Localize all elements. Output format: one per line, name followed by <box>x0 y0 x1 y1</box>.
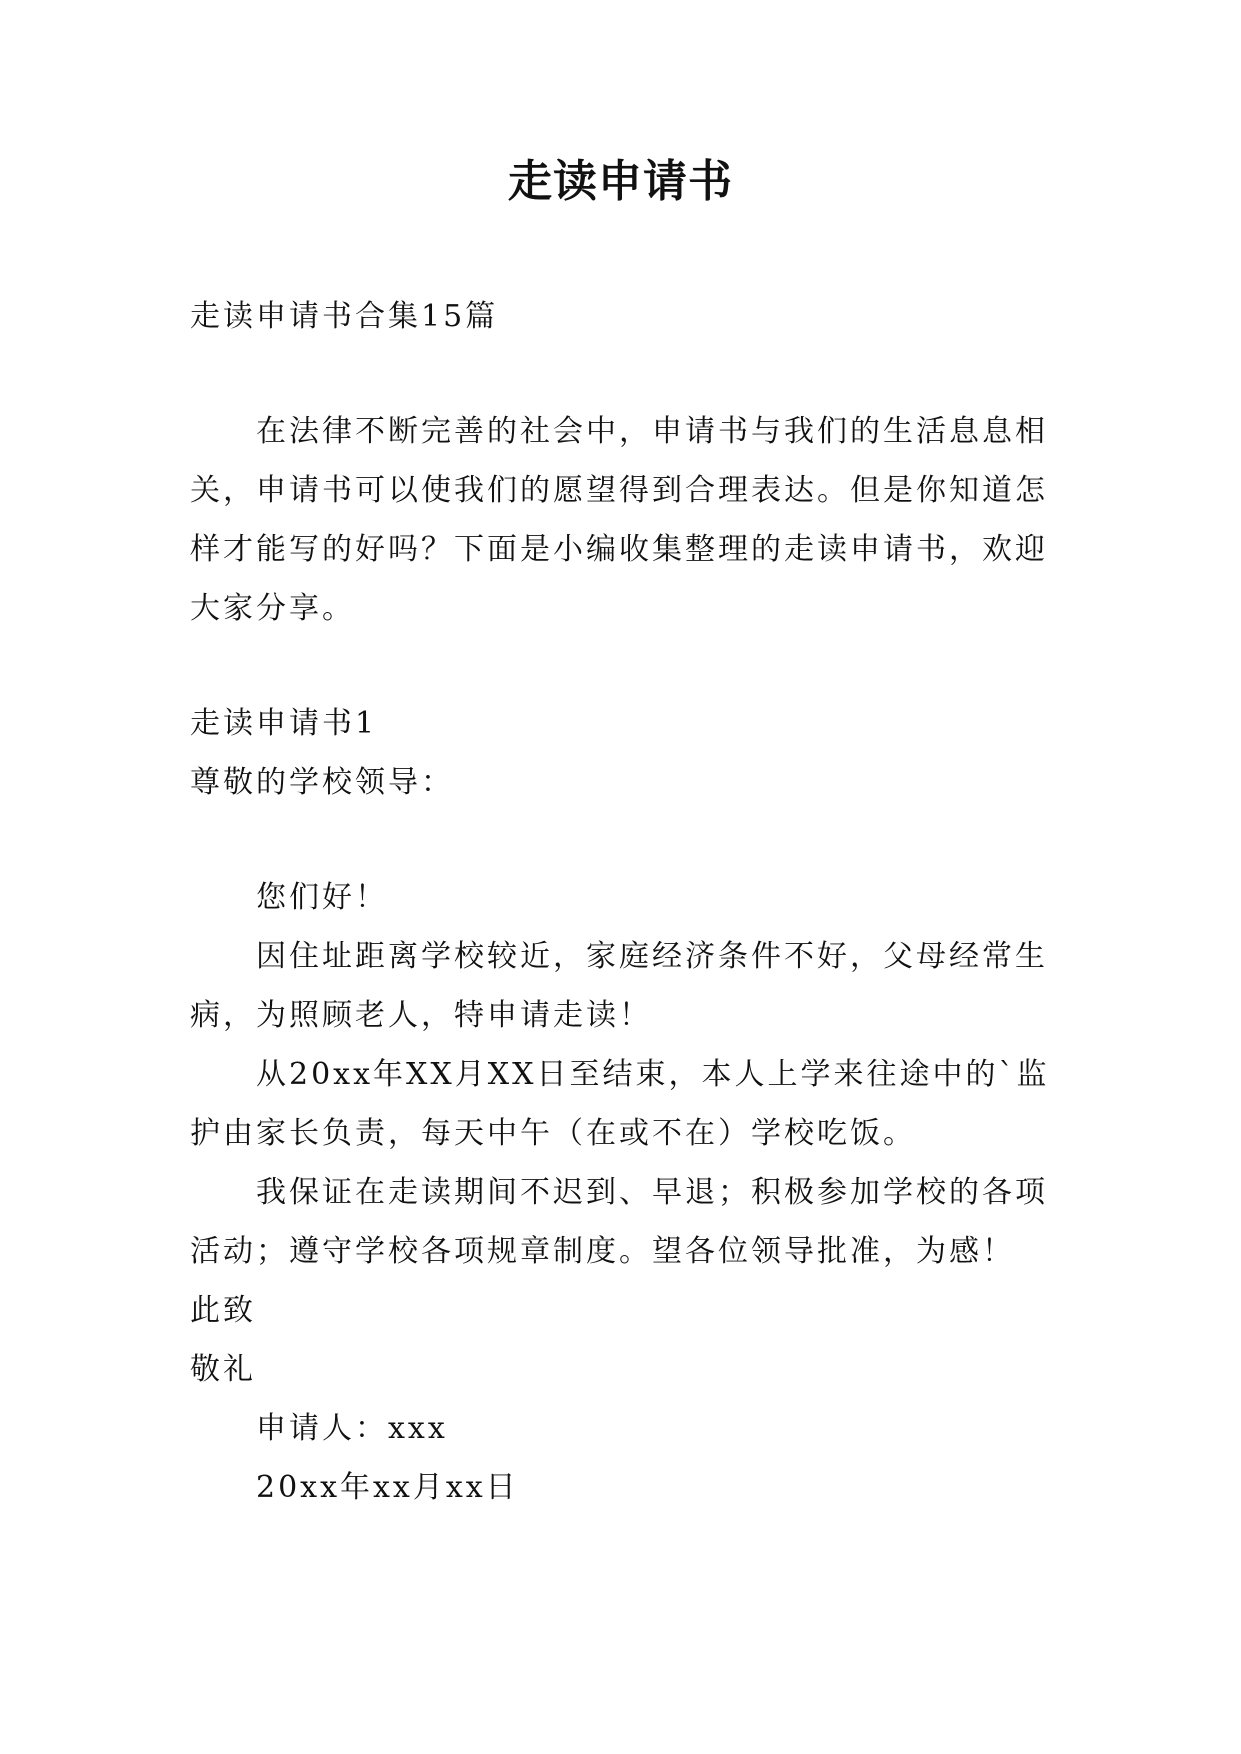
letter-paragraph-1 <box>190 927 1060 1045</box>
letter-paragraph-3 <box>190 1163 1060 1281</box>
letter-greeting: 您们好！ <box>256 880 388 915</box>
spacer <box>190 812 1060 868</box>
intro-line: 大家分享。 <box>190 591 355 626</box>
paragraph-line: 从20xx年XX月XX日至结束，本人上学来往途中的`监 <box>256 1057 1050 1092</box>
spacer <box>190 346 1060 402</box>
intro-line: 在法律不断完善的社会中，申请书与我们的生活息息相 <box>256 414 1048 449</box>
spacer <box>190 638 1060 694</box>
applicant-signature: 申请人：xxx <box>256 1411 448 1446</box>
letter-paragraph-2 <box>190 1045 1060 1163</box>
paragraph-line: 病，为照顾老人，特申请走读！ <box>190 998 652 1033</box>
intro-line: 样才能写的好吗？下面是小编收集整理的走读申请书，欢迎 <box>190 532 1048 567</box>
document-title: 走读申请书 <box>508 156 733 207</box>
intro-line: 关，申请书可以使我们的愿望得到合理表达。但是你知道怎 <box>190 473 1048 508</box>
paragraph-line: 我保证在走读期间不迟到、早退；积极参加学校的各项 <box>256 1175 1048 1210</box>
intro-paragraph <box>190 402 1060 638</box>
document-body <box>190 287 1060 1517</box>
paragraph-line: 护由家长负责，每天中午（在或不在）学校吃饭。 <box>190 1116 916 1151</box>
letter-salutation: 尊敬的学校领导： <box>190 765 454 800</box>
paragraph-line: 因住址距离学校较近，家庭经济条件不好，父母经常生 <box>256 939 1048 974</box>
letter-date: 20xx年xx月xx日 <box>256 1470 519 1505</box>
collection-subtitle: 走读申请书合集15篇 <box>190 299 499 334</box>
closing-line-1: 此致 <box>190 1293 256 1328</box>
letter-heading: 走读申请书1 <box>190 706 378 741</box>
closing-line-2: 敬礼 <box>190 1352 256 1387</box>
paragraph-line: 活动；遵守学校各项规章制度。望各位领导批准，为感！ <box>190 1234 1015 1269</box>
